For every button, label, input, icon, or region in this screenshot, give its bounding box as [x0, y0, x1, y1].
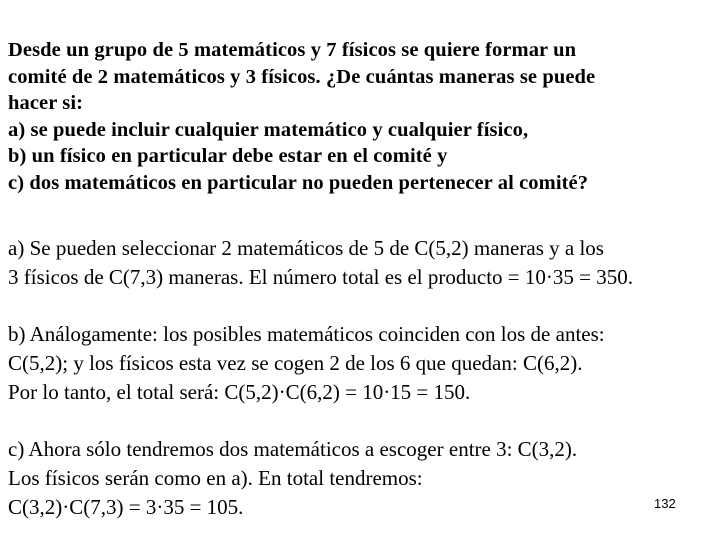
- problem-line: Desde un grupo de 5 matemáticos y 7 físicos se quiere formar un: [8, 39, 577, 61]
- answer-b: [8, 320, 720, 407]
- page-number: 132: [654, 496, 676, 511]
- answer-a: [8, 234, 720, 292]
- problem-line: comité de 2 matemáticos y 3 físicos. ¿De cuántas maneras se puede: [8, 65, 596, 88]
- answer-b-line: Por lo tanto, el total será: C(5,2)·C(6,2) = 10·15 = 150.: [8, 380, 471, 404]
- answer-c-line: c) Ahora sólo tendremos dos matemáticos a escoger entre 3: C(3,2).: [8, 437, 578, 461]
- problem-line: b) un físico en particular debe estar en el comité y: [8, 145, 448, 167]
- problem-statement: [8, 37, 716, 196]
- problem-line: a) se puede incluir cualquier matemático y cualquier físico,: [8, 118, 529, 141]
- answer-c: [8, 435, 720, 522]
- answer-b-line: C(5,2); y los físicos esta vez se cogen 2 de los 6 que quedan: C(6,2).: [8, 351, 583, 375]
- answer-a-line: a) Se pueden seleccionar 2 matemáticos de 5 de C(5,2) maneras y a los: [8, 236, 604, 260]
- answer-a-line: 3 físicos de C(7,3) maneras. El número total es el producto = 10·35 = 350.: [8, 265, 633, 289]
- answer-c-line: Los físicos serán como en a). En total tendremos:: [8, 466, 423, 490]
- problem-line: c) dos matemáticos en particular no pueden pertenecer al comité?: [8, 171, 589, 194]
- problem-line: hacer si:: [8, 92, 84, 114]
- answer-b-line: b) Análogamente: los posibles matemáticos coinciden con los de antes:: [8, 322, 605, 346]
- answer-c-line: C(3,2)·C(7,3) = 3·35 = 105.: [8, 495, 244, 519]
